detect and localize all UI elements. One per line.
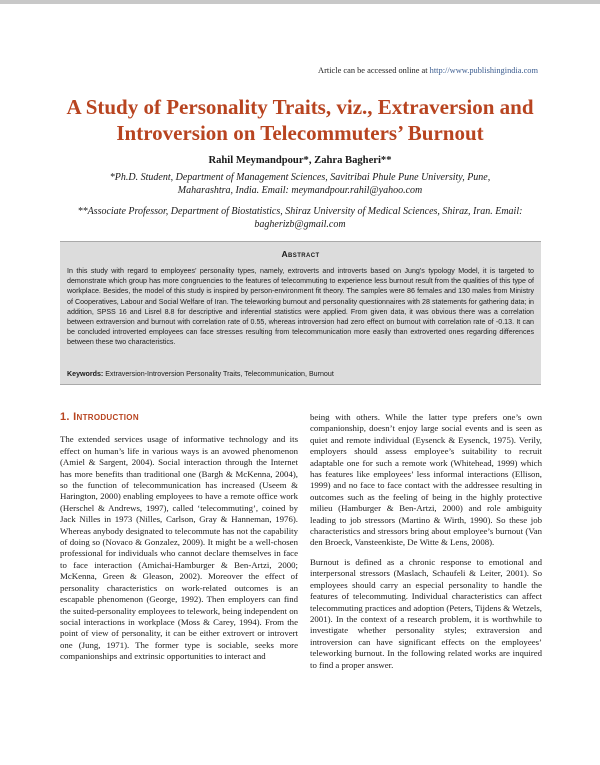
affiliation-1: *Ph.D. Student, Department of Management Sciences, Savitribai Phule Pune University, Pune, Maharashtra, India. Email: meymandpour.rahil@yahoo.com (109, 172, 491, 196)
paragraph: being with others. While the latter type prefers one’s own companionship, doesn’t enjoy large social events and is seen as quiet and remote individual (Eysenck & Eysenck, 1975). Verily, employers should assess employee’s suitability to recruit adaptable one for such a remote work (Whitehead, 1999) which has features like employees’ less informal interactions (Ellison, 1999) and no face to face contact with the addressee resulting in outcomes such as the feeling of being in the highly protective milieu (Hamburger & Ben-Artzi, 2000) and role ambiguity leading to job stressors (Martino & Wirth, 1990). So these job characteristics and stressors bring about employee’s burnout (Van den Broeck, Vansteenkiste, De Witte & Lens, 2008). (310, 412, 542, 548)
publisher-link[interactable]: http://www.publishingindia.com (429, 66, 538, 75)
access-prefix: Article can be accessed online at (318, 66, 428, 75)
article-title: A Study of Personality Traits, viz., Extraversion and Introversion on Telecommuters’ Burnout (66, 95, 534, 145)
keywords (67, 370, 534, 378)
access-note (318, 66, 538, 75)
section-heading-introduction: 1. Introduction (60, 411, 139, 423)
paragraph: Burnout is defined as a chronic response to emotional and interpersonal stressors (Maslach, Schaufeli & Leiter, 2001). So employees should carry an especial personality to handle the features of telecommuting. Individual characteristics can affect telecommuting practices and adoption (Peters, Tijdens & Wetzels, 2001). In the context of a research problem, it is worthwhile to investigate whether personality styles; extraversion and introversion can have significant effects on the employees’ teleworking burnout. In the following related works are inquired to find a proper answer. (310, 556, 542, 670)
authors: Rahil Meymandpour*, Zahra Bagheri** (208, 155, 392, 166)
abstract-body: In this study with regard to employees’ personality types, namely, extroverts and introverts based on Jung’s typology Model, it is targeted to demonstrate which group has more congruencies to the features of telecommuting to experience less burnout result from the qualities of this type of workplace. Besides, the model of this study is inspired by person-environment fit theory. The samples were 86 females and 130 males from Ministry of Cooperatives, Labour and Social Welfare of Iran. The teleworking burnout and personality questionnaires with 28 statements for gathering data; in addition, SPSS 16 and Lisrel 8.8 for descriptive and inferential statistics were applied. From given data, it was obvious there was a correlation between extraversion and burnout with correlation rate of 0.55, whereas introversion had zero effect on burnout with correlation rate of -0.13. It can be concluded introverted employees can face stresses resulting from telecommunication more easily than extroverted ones regarding differences between these two characteristics. (67, 267, 534, 347)
top-rule (0, 0, 600, 4)
left-column (60, 412, 298, 671)
paragraph: The extended services usage of informative technology and its effect on human’s life in various ways is an avowed phenomenon (Amiel & Sargent, 2004). Social interaction through the Internet has more benefits than traditional one (Bargh & McKenna, 2004), so the function of telecommunication has increased (Useem & Harington, 2000) enabling employees to have a remote office work (Herschel & Andrews, 1997), called ‘telecommuting’, coined by Jack Nilles in 1973 (Nilles, Carlson, Gray & Hanneman, 1976). Whereas anybody designated to telecommute has not the capability of doing so (Novaco & Gonzalez, 2009). It might be a well-chosen professional for individuals who cannot declare themselves in face to face interaction (Amichai-Hamburger & Ben-Artzi, 2000; McKenna, Green & Gleason, 2002). Moreover the effect of personality characteristics on work-related outcomes is an escapable phenomenon (George, 1992). Then employers can find the suited-personality employees to telework, being independent on social interactions in workplace (Moss & Carey, 1994). From the point of view of personality, it can be either extrovert or introvert one (Jung, 1971). The former type is sociable, seeks more companionships and extrinsic opportunities to interact and (60, 434, 298, 662)
abstract-box (60, 241, 541, 385)
affiliation-2: **Associate Professor, Department of Biostatistics, Shiraz University of Medical Sciences, Shiraz, Iran. Email: bagherizb@gmail.com (77, 206, 523, 230)
keywords-label: Keywords: (67, 370, 104, 378)
keywords-text: Extraversion-Introversion Personality Traits, Telecommunication, Burnout (105, 370, 334, 378)
abstract-heading: Abstract (281, 249, 320, 259)
right-column (310, 412, 542, 679)
